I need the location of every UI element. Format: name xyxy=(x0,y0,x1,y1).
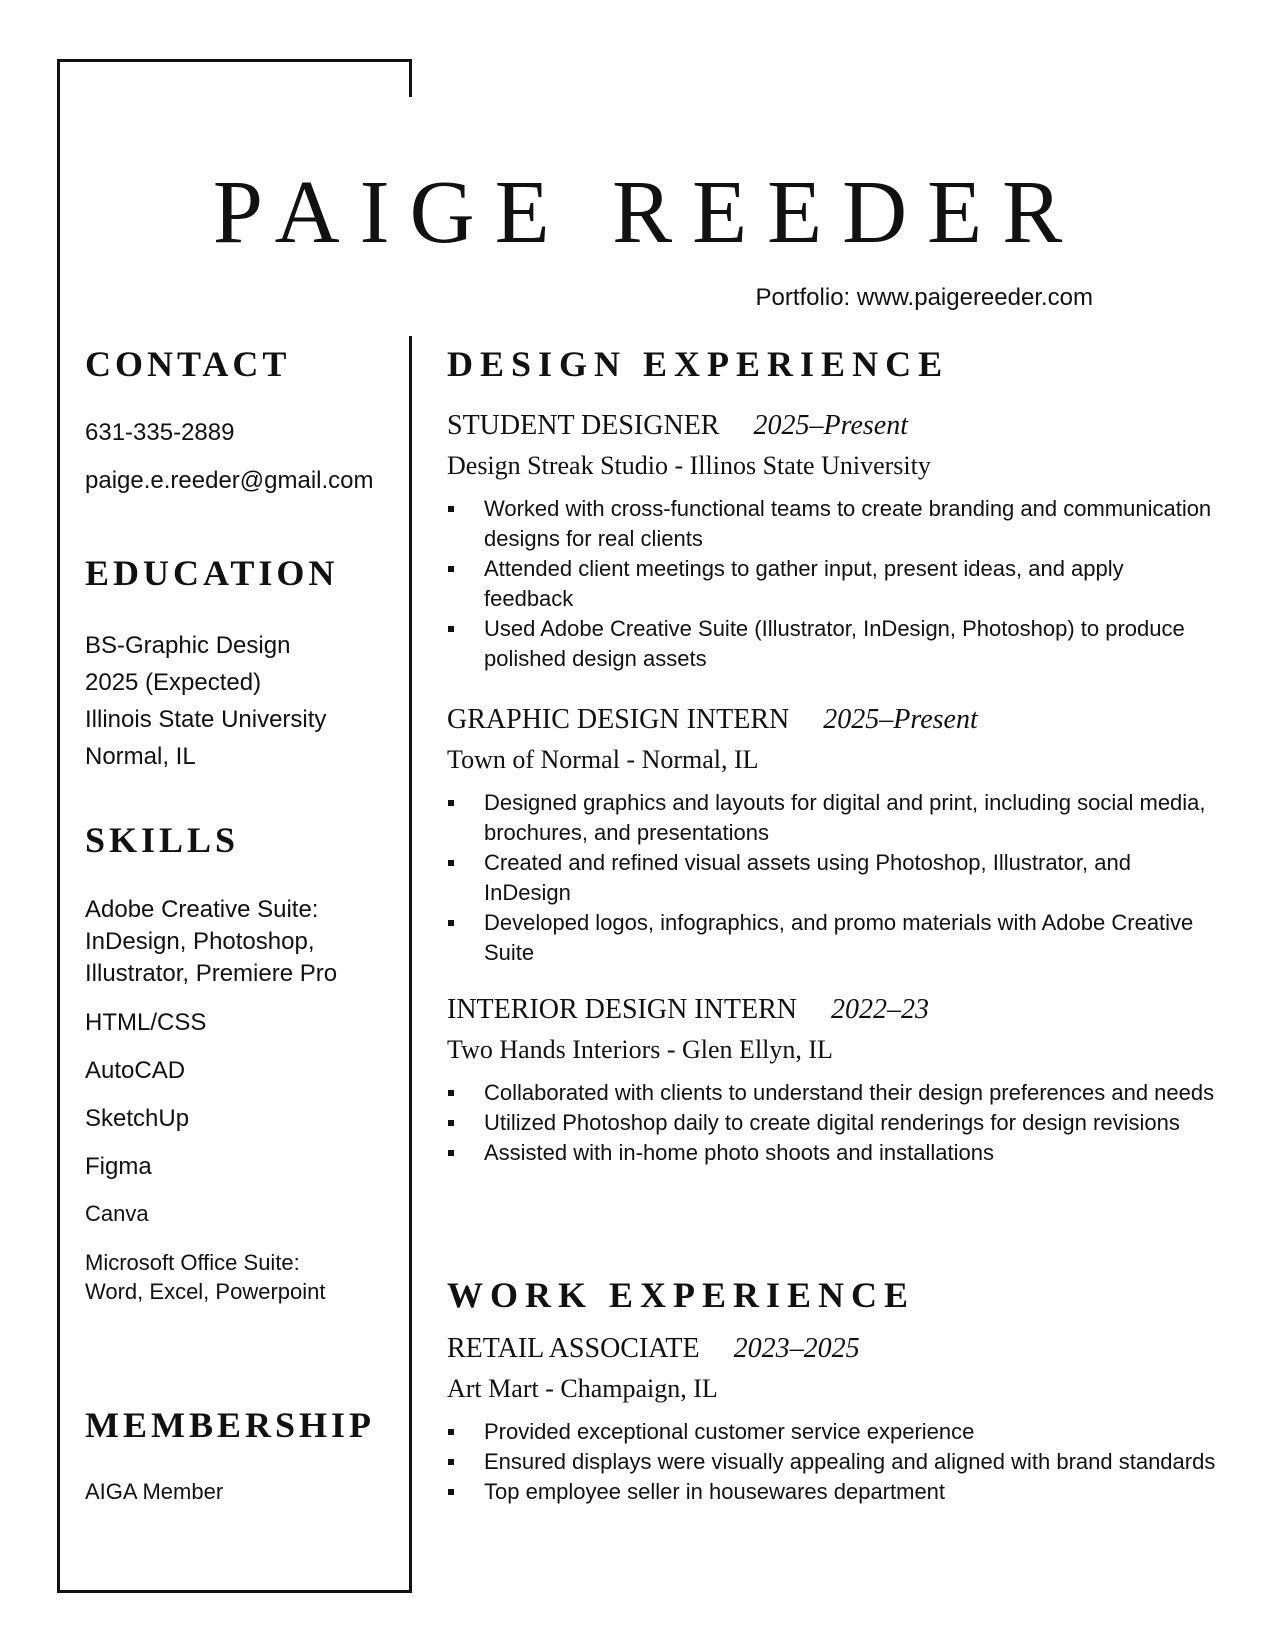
job-bullet: Ensured displays were visually appealing and aligned with brand standards xyxy=(447,1447,1217,1477)
contact-heading: CONTACT xyxy=(85,344,291,384)
education-section xyxy=(85,555,405,775)
job-bullet: Collaborated with clients to understand their design preferences and needs xyxy=(447,1078,1217,1108)
skill-item: AutoCAD xyxy=(85,1057,186,1084)
job-company: Two Hands Interiors - Glen Ellyn, IL xyxy=(447,1035,833,1064)
contact-phone: 631-335-2889 xyxy=(85,419,235,446)
job-entry xyxy=(447,1335,1217,1507)
job-bullet: Used Adobe Creative Suite (Illustrator, InDesign, Photoshop) to produce polished design assets xyxy=(447,614,1217,674)
membership-text: AIGA Member xyxy=(85,1479,224,1504)
membership-section xyxy=(85,1407,405,1506)
education-school: Illinois State University xyxy=(85,706,327,733)
portfolio-link[interactable]: Portfolio: www.paigereeder.com xyxy=(755,284,1093,311)
job-entry xyxy=(447,706,1217,968)
skills-heading: SKILLS xyxy=(85,820,240,860)
job-company: Town of Normal - Normal, IL xyxy=(447,745,759,774)
job-bullets xyxy=(447,788,1217,968)
job-entry xyxy=(447,996,1217,1168)
frame-top-border xyxy=(57,59,412,62)
job-bullet: Utilized Photoshop daily to create digital renderings for design revisions xyxy=(447,1108,1217,1138)
frame-bottom-border xyxy=(57,1590,412,1593)
skill-item: HTML/CSS xyxy=(85,1009,207,1036)
job-bullet: Created and refined visual assets using Photoshop, Illustrator, and InDesign xyxy=(447,848,1217,908)
job-title: RETAIL ASSOCIATE xyxy=(447,1333,700,1364)
job-bullet: Provided exceptional customer service experience xyxy=(447,1417,1217,1447)
job-bullet: Worked with cross-functional teams to create branding and communication designs for real clients xyxy=(447,494,1217,554)
design-experience-heading: DESIGN EXPERIENCE xyxy=(447,344,950,384)
skill-item: Adobe Creative Suite: InDesign, Photoshop, Illustrator, Premiere Pro xyxy=(85,896,338,987)
job-title: GRAPHIC DESIGN INTERN xyxy=(447,704,790,735)
job-dates: 2023–2025 xyxy=(733,1333,860,1364)
job-title: INTERIOR DESIGN INTERN xyxy=(447,994,797,1025)
contact-section xyxy=(85,346,405,496)
job-entry xyxy=(447,412,1217,674)
education-heading: EDUCATION xyxy=(85,553,339,593)
job-company: Design Streak Studio - Illinos State University xyxy=(447,451,931,480)
education-location: Normal, IL xyxy=(85,743,196,770)
job-bullet: Top employee seller in housewares department xyxy=(447,1477,1217,1507)
job-bullet: Attended client meetings to gather input, present ideas, and apply feedback xyxy=(447,554,1217,614)
job-bullets xyxy=(447,1078,1217,1168)
resume-name: PAIGE REEDER xyxy=(212,163,1083,262)
membership-heading: MEMBERSHIP xyxy=(85,1405,376,1445)
job-bullet: Designed graphics and layouts for digital and print, including social media, brochures, and presentations xyxy=(447,788,1217,848)
frame-top-tick xyxy=(409,59,412,97)
skill-item: Microsoft Office Suite: Word, Excel, Powerpoint xyxy=(85,1250,326,1304)
job-title-line xyxy=(447,996,1217,1024)
job-bullet: Assisted with in-home photo shoots and installations xyxy=(447,1138,1217,1168)
work-experience-heading: WORK EXPERIENCE xyxy=(447,1275,916,1315)
job-title-line xyxy=(447,412,1217,440)
skill-item: Figma xyxy=(85,1153,152,1180)
frame-left-border xyxy=(57,59,60,1593)
frame-right-border xyxy=(409,336,412,1593)
contact-email[interactable]: paige.e.reeder@gmail.com xyxy=(85,467,374,494)
skill-item: SketchUp xyxy=(85,1105,190,1132)
education-details xyxy=(85,627,405,775)
job-title-line xyxy=(447,1335,1217,1363)
job-bullet: Developed logos, infographics, and promo materials with Adobe Creative Suite xyxy=(447,908,1217,968)
job-title-line xyxy=(447,706,1217,734)
job-bullets xyxy=(447,1417,1217,1507)
education-year: 2025 (Expected) xyxy=(85,669,262,696)
skills-section xyxy=(85,822,405,1306)
job-company: Art Mart - Champaign, IL xyxy=(447,1374,718,1403)
job-title: STUDENT DESIGNER xyxy=(447,410,720,441)
job-dates: 2025–Present xyxy=(753,410,908,441)
job-dates: 2022–23 xyxy=(830,994,929,1025)
job-dates: 2025–Present xyxy=(823,704,978,735)
job-bullets xyxy=(447,494,1217,674)
skill-item: Canva xyxy=(85,1201,149,1226)
education-degree: BS-Graphic Design xyxy=(85,632,291,659)
